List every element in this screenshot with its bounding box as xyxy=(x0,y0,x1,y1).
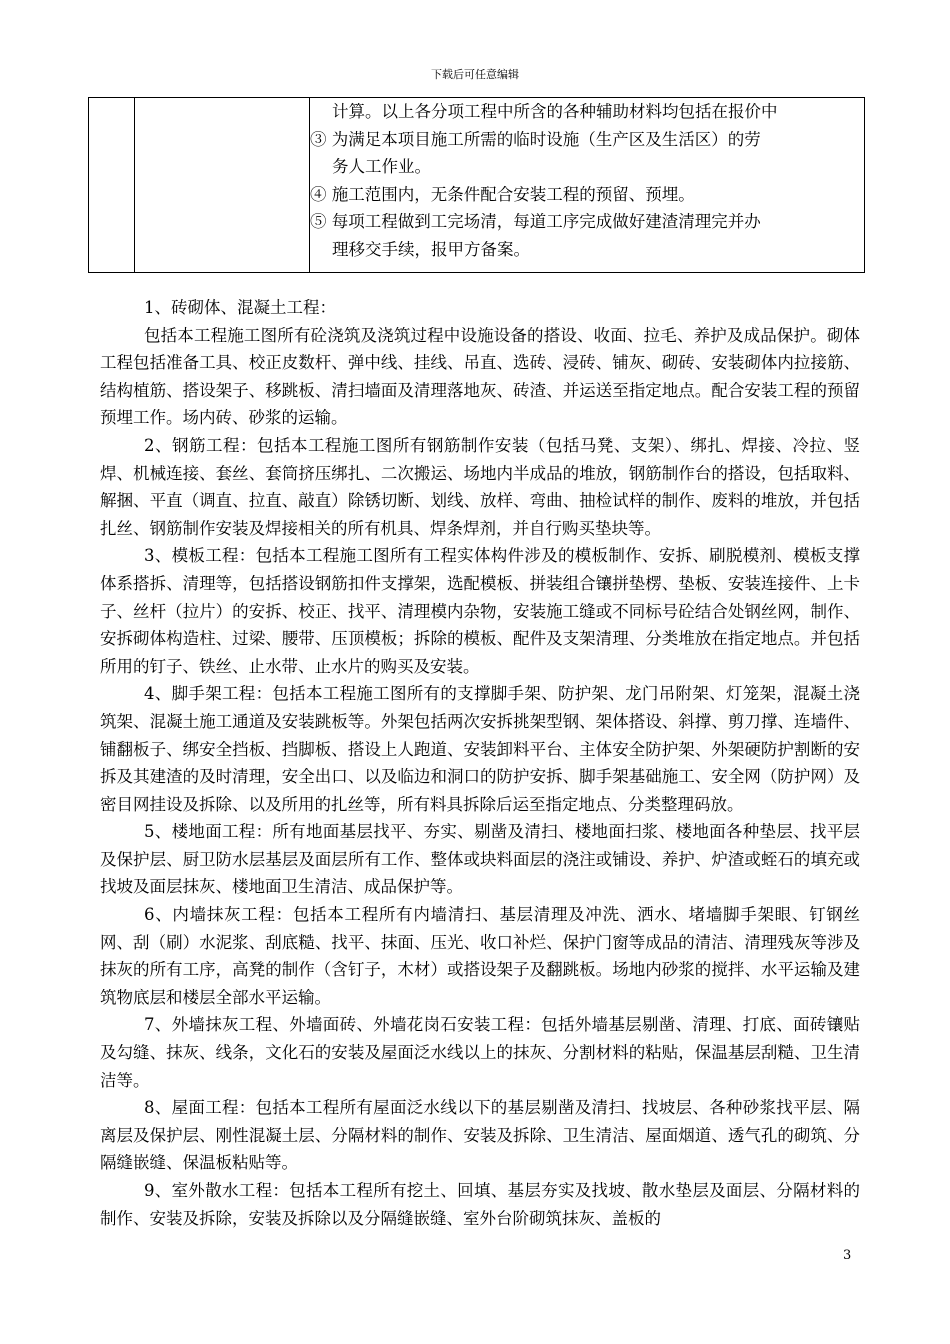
table-line: ③ 为满足本项目施工所需的临时设施（生产区及生活区）的劳 xyxy=(310,129,761,149)
paragraph: 9、室外散水工程：包括本工程所有挖土、回填、基层夯实及找坡、散水垫层及面层、分隔材料的制作、安装及拆除，安装及拆除以及分隔缝嵌缝、室外台阶砌筑抹灰、盖板的 xyxy=(100,1181,860,1228)
page-number: 3 xyxy=(843,1248,852,1263)
table-cell-content xyxy=(310,98,865,273)
paragraph: 5、楼地面工程：所有地面基层找平、夯实、剔凿及清扫、楼地面扫浆、楼地面各种垫层、找平层及保护层、厨卫防水层基层及面层所有工作、整体或块料面层的浇注或铺设、养护、炉渣或蛭石的填充或找坡及面层抹灰、楼地面卫生清洁、成品保护等。 xyxy=(100,822,860,897)
table-line: 理移交手续，报甲方备案。 xyxy=(332,239,530,259)
table-line: ⑤ 每项工程做到工完场清，每道工序完成做好建渣清理完并办 xyxy=(310,212,761,231)
document-body xyxy=(100,294,860,1232)
page-header: 下载后可任意编辑 xyxy=(431,68,519,81)
paragraph: 包括本工程施工图所有砼浇筑及浇筑过程中设施设备的搭设、收面、拉毛、养护及成品保护。砌体工程包括准备工具、校正皮数杆、弹中线、挂线、吊直、选砖、浸砖、铺灰、砌砖、安装砌体内拉接筋、结构植筋、搭设架子、移跳板、清扫墙面及清理落地灰、砖渣、并运送至指定地点。配合安装工程的预留预埋工作。场内砖、砂浆的运输。 xyxy=(100,325,860,428)
table-line: ④ 施工范围内，无条件配合安装工程的预留、预埋。 xyxy=(310,184,695,204)
section-heading: 1、砖砌体、混凝土工程： xyxy=(144,298,336,317)
paragraph: 2、钢筋工程：包括本工程施工图所有钢筋制作安装（包括马凳、支架）、绑扎、焊接、冷拉、竖焊、机械连接、套丝、套筒挤压绑扎、二次搬运、场地内半成品的堆放，钢筋制作台的搭设，包括取料、解捆、平直（调直、拉直、敲直）除锈切断、划线、放样、弯曲、抽检试样的制作、废料的堆放，并包括扎丝、钢筋制作安装及焊接相关的所有机具、焊条焊剂，并自行购买垫块等。 xyxy=(100,435,860,538)
paragraph: 8、屋面工程：包括本工程所有屋面泛水线以下的基层剔凿及清扫、找坡层、各种砂浆找平层、隔离层及保护层、刚性混凝土层、分隔材料的制作、安装及拆除、卫生清洁、屋面烟道、透气孔的砌筑、分隔缝嵌缝、保温板粘贴等。 xyxy=(100,1098,860,1173)
table-line: 务人工作业。 xyxy=(332,157,431,176)
table-cell-index xyxy=(89,98,135,273)
paragraph: 7、外墙抹灰工程、外墙面砖、外墙花岗石安装工程：包括外墙基层剔凿、清理、打底、面砖镶贴及勾缝、抹灰、线条，文化石的安装及屋面泛水线以上的抹灰、分割材料的粘贴，保温基层刮糙、卫生清洁等。 xyxy=(100,1015,860,1090)
table-row xyxy=(89,98,865,273)
table-line: 计算。以上各分项工程中所含的各种辅助材料均包括在报价中 xyxy=(332,102,778,121)
paragraph: 6、内墙抹灰工程：包括本工程所有内墙清扫、基层清理及冲洗、洒水、堵墙脚手架眼、钉钢丝网、刮（刷）水泥浆、刮底糙、找平、抹面、压光、收口补烂、保护门窗等成品的清洁、清理残灰等涉及抹灰的所有工序，高凳的制作（含钉子，木材）或搭设架子及翻跳板。场地内砂浆的搅拌、水平运输及建筑物底层和楼层全部水平运输。 xyxy=(100,905,860,1007)
paragraph: 4、脚手架工程：包括本工程施工图所有的支撑脚手架、防护架、龙门吊附架、灯笼架，混凝土浇筑架、混凝土施工通道及安装跳板等。外架包括两次安拆挑架型钢、架体搭设、斜撑、剪刀撑、连墙件、铺翻板子、绑安全挡板、挡脚板、搭设上人跑道、安装卸料平台、主体安全防护架、外架硬防护割断的安拆及其建渣的及时清理，安全出口、以及临边和洞口的防护安拆、脚手架基础施工、安全网（防护网）及密目网挂设及拆除、以及所用的扎丝等，所有料具拆除后运至指定地点、分类整理码放。 xyxy=(100,684,860,814)
paragraph: 3、模板工程：包括本工程施工图所有工程实体构件涉及的模板制作、安拆、刷脱模剂、模板支撑体系搭拆、清理等，包括搭设钢筋扣件支撑架，选配模板、拼装组合镶拼垫楞、垫板、安装连接件、上卡子、丝杆（拉片）的安拆、校正、找平、清理模内杂物，安装施工缝或不同标号砼结合处钢丝网，制作、安拆砌体构造柱、过梁、腰带、压顶模板；拆除的模板、配件及支架清理、分类堆放在指定地点。并包括所用的钉子、铁丝、止水带、止水片的购买及安装。 xyxy=(100,546,860,676)
table-cell-item xyxy=(135,98,310,273)
scope-table xyxy=(88,97,865,273)
